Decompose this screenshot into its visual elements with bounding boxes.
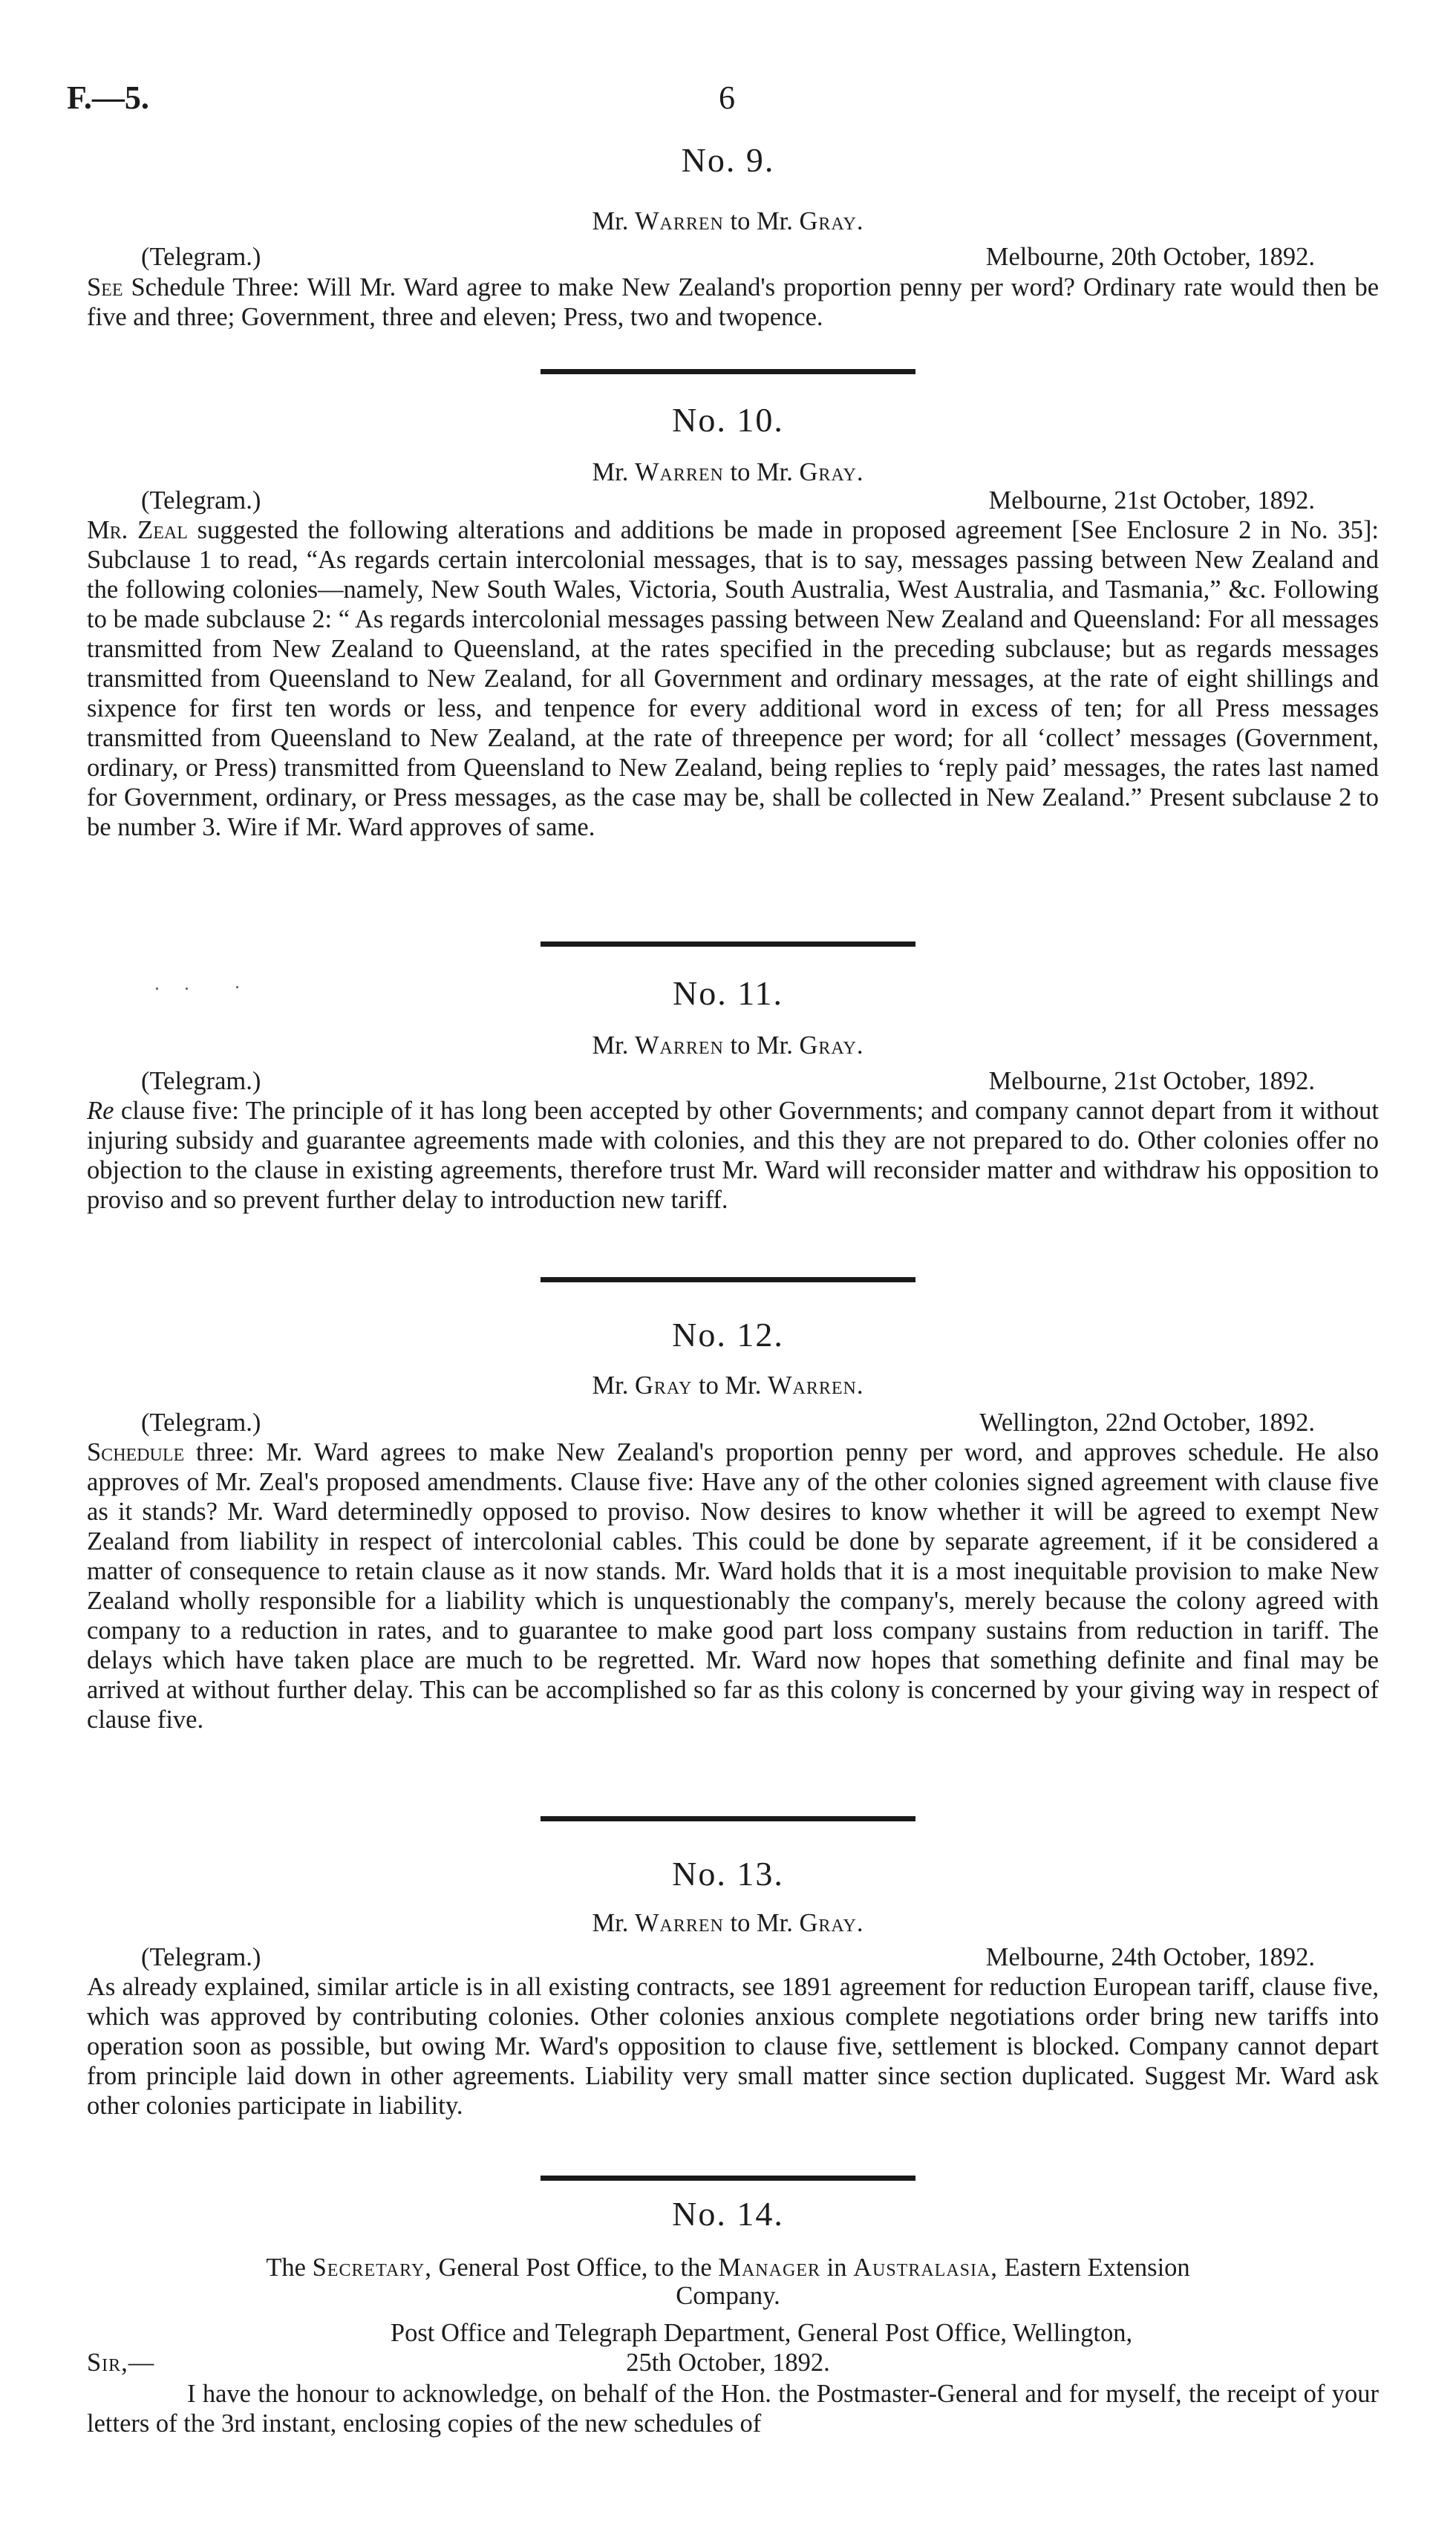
item-title-continued: Company. — [676, 2282, 780, 2310]
item-number: No. 14. — [672, 2195, 784, 2233]
telegram-label: (Telegram.) — [141, 1409, 261, 1437]
item-number: No. 12. — [672, 1316, 784, 1354]
place-date: Melbourne, 24th October, 1892. — [985, 1943, 1315, 1971]
section-divider — [541, 1277, 915, 1282]
letter-body: I have the honour to acknowledge, on behalf of the Hon. the Postmaster-General and for myself, the receipt of your letters of the 3rd instant, enclosing copies of the new schedules of — [87, 2380, 1379, 2438]
section-divider — [541, 369, 915, 374]
item-title: Mr. Gray to Mr. Warren. — [592, 1371, 864, 1400]
letter-date: 25th October, 1892. — [626, 2349, 830, 2377]
item-body: Schedule three: Mr. Ward agrees to make New Zealand's proportion penny per word, and approves schedule. He also approves of Mr. Zeal's proposed amendments. Clause five: Have any of the other colonies signed agreement with clause five as it stands? Mr. Ward determinedly opposed to proviso. Now desires to know whether it will be agreed to exempt New Zealand from liability in respect of intercolonial cables. This could be done by separate agreement, if it be considered a matter of consequence to retain clause as it now stands. Mr. Ward holds that it is a most inequitable provision to make New Zealand wholly responsible for a liability which is unquestionably the company's, merely because the colony agreed with company to a reduction in rates, and to guarantee to make good part loss company sustains from reduction in tariff. The delays which have taken place are much to be regretted. Mr. Ward now hopes that something definite and final may be arrived at without further delay. This can be accomplished so far as this colony is concerned by your giving way in respect of clause five. — [87, 1438, 1380, 1734]
item-body: Mr. Zeal suggested the following alterations and additions be made in proposed agreement [See Enclosure 2 in No. 35]: Subclause 1 to read, “As regards certain intercolonial messages, that is to say, messages passing between New Zealand and the following colonies—namely, New South Wales, Victoria, South Australia, West Australia, and Tasmania,” &c. Following to be made subclause 2: “ As regards intercolonial messages passing between New Zealand and Queensland: For all messages transmitted from New Zealand to Queensland, at the rates specified in the preceding subclause; but as regards messages transmitted from Queensland to New Zealand, for all Government and ordinary messages, at the rate of eight shillings and sixpence for first ten words or less, and tenpence for every additional word in excess of ten; for all Press messages transmitted from Queensland to New Zealand, at the rate of threepence per word; for all ‘collect’ messages (Government, ordinary, or Press) transmitted from Queensland to New Zealand, being replies to ‘reply paid’ messages, the rates last named for Government, ordinary, or Press messages, as the case may be, shall be collected in New Zealand.” Present subclause 2 to be number 3. Wire if Mr. Ward approves of same. — [87, 516, 1379, 841]
item-title: Mr. Warren to Mr. Gray. — [592, 1909, 864, 1937]
letter-address: Post Office and Telegraph Department, General Post Office, Wellington, — [390, 2319, 1133, 2347]
paper-reference: F.—5. — [67, 79, 149, 116]
item-title: Mr. Warren to Mr. Gray. — [592, 458, 864, 486]
section-divider — [541, 1816, 915, 1821]
place-date: Melbourne, 21st October, 1892. — [988, 1067, 1315, 1095]
item-number: No. 11. — [672, 974, 783, 1012]
place-date: Melbourne, 21st October, 1892. — [988, 486, 1315, 515]
telegram-label: (Telegram.) — [141, 1067, 261, 1095]
section-divider — [541, 2176, 915, 2181]
item-title: The Secretary, General Post Office, to the Manager in Australasia, Eastern Extension — [266, 2254, 1190, 2282]
item-title: Mr. Warren to Mr. Gray. — [592, 1031, 864, 1060]
letter-salutation: Sir,— — [87, 2349, 155, 2377]
place-date: Melbourne, 20th October, 1892. — [985, 243, 1315, 271]
item-body: As already explained, similar article is in all existing contracts, see 1891 agreement for reduction European tariff, clause five, which was approved by contributing colonies. Other colonies anxious complete negotiations order bring new tariffs into operation soon as possible, but owing Mr. Ward's opposition to clause five, settlement is blocked. Company cannot depart from principle laid down in other agreements. Liability very small matter since section duplicated. Suggest Mr. Ward ask other colonies participate in liability. — [87, 1973, 1379, 2120]
item-number: No. 13. — [672, 1855, 784, 1893]
item-title: Mr. Warren to Mr. Gray. — [592, 207, 864, 235]
item-body: See Schedule Three: Will Mr. Ward agree to make New Zealand's proportion penny per word? Ordinary rate would then be five and three; Government, three and eleven; Press, two and twopence. — [87, 273, 1380, 331]
page-number: 6 — [719, 79, 735, 116]
telegram-label: (Telegram.) — [141, 486, 261, 515]
item-body: Re clause five: The principle of it has long been accepted by other Governments; and company cannot depart from it without injuring subsidy and guarantee agreements made with colonies, and this they are not prepared to do. Other colonies offer no objection to the clause in existing agreements, therefore trust Mr. Ward will reconsider matter and withdraw his opposition to proviso and so prevent further delay to introduction new tariff. — [87, 1097, 1379, 1214]
item-number: No. 10. — [672, 401, 784, 439]
telegram-label: (Telegram.) — [141, 243, 261, 271]
place-date: Wellington, 22nd October, 1892. — [979, 1409, 1315, 1437]
section-divider — [541, 941, 915, 947]
item-number: No. 9. — [681, 141, 775, 179]
telegram-label: (Telegram.) — [141, 1943, 261, 1971]
